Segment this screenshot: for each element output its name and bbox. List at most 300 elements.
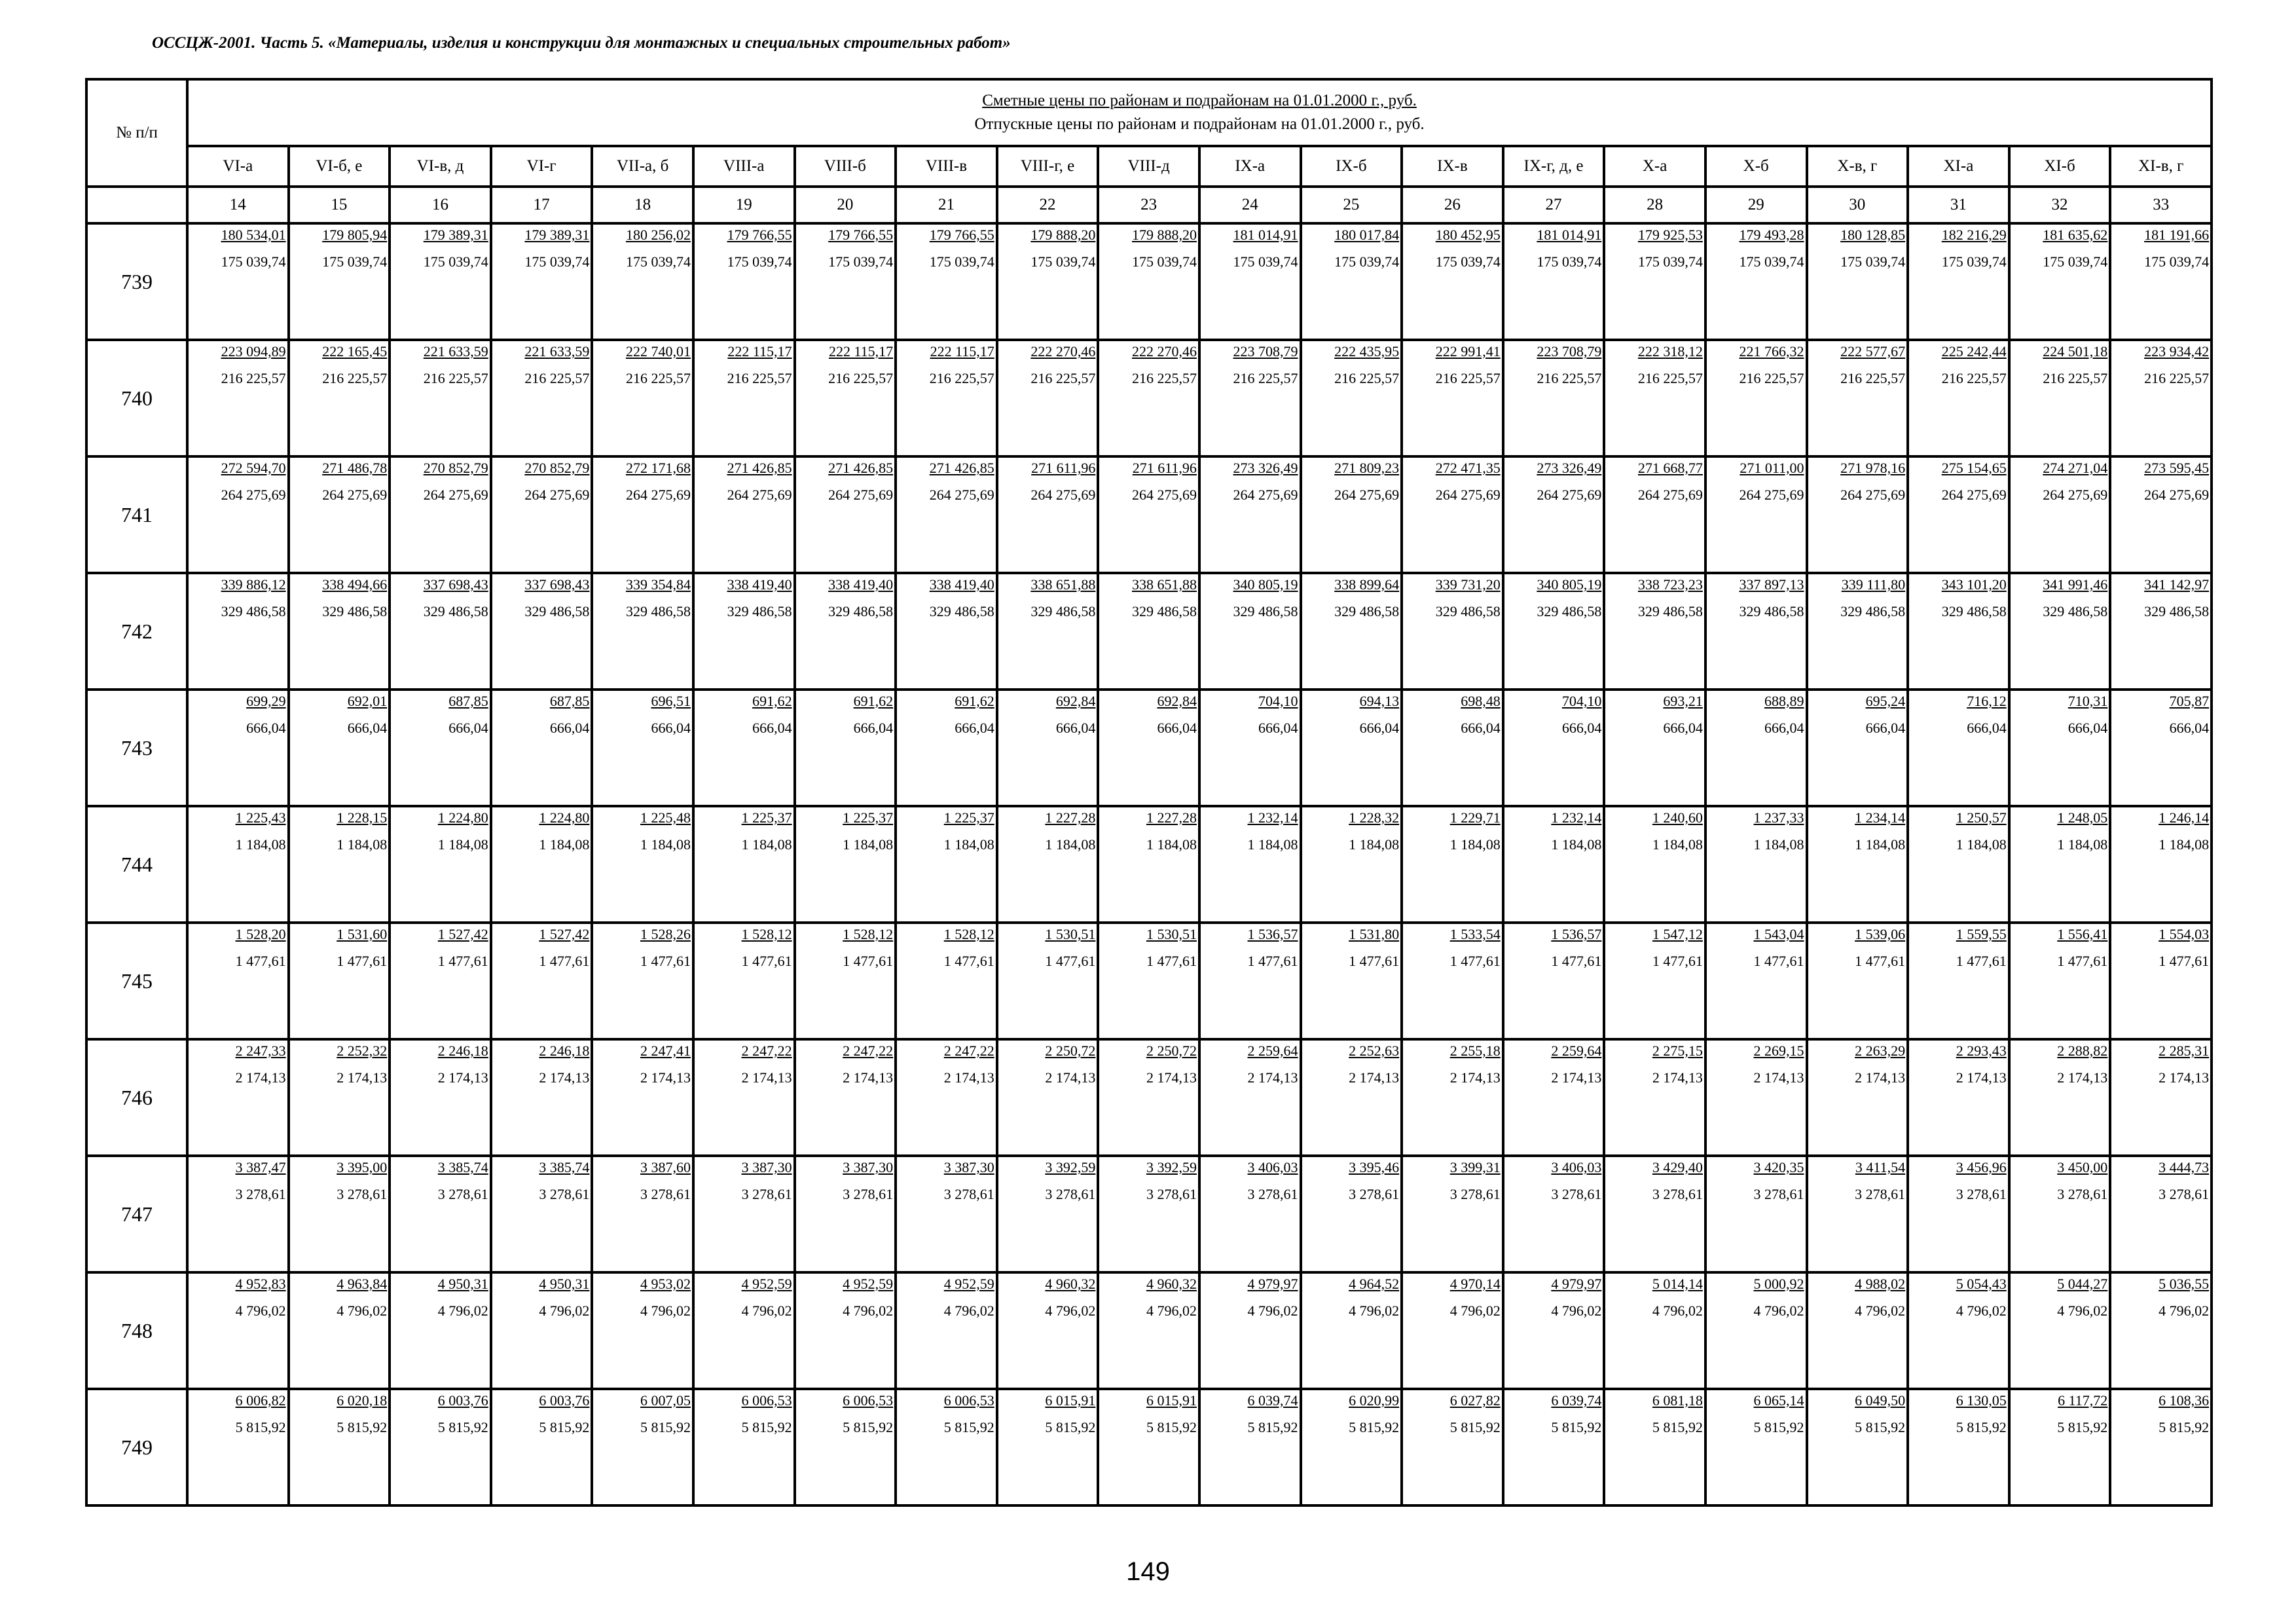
release-price: 264 275,69 xyxy=(929,487,994,503)
release-price: 1 477,61 xyxy=(1045,953,1096,969)
estimate-price: 691,62 xyxy=(955,693,994,709)
release-price: 1 477,61 xyxy=(1551,953,1602,969)
release-price: 264 275,69 xyxy=(221,487,286,503)
price-cell xyxy=(997,573,1099,690)
estimate-price: 3 406,03 xyxy=(1247,1159,1298,1175)
price-cell xyxy=(187,1156,289,1272)
release-price: 216 225,57 xyxy=(2043,370,2108,386)
release-price: 264 275,69 xyxy=(828,487,894,503)
price-cell xyxy=(1705,1156,1807,1272)
price-cell xyxy=(896,923,997,1039)
estimate-price: 339 111,80 xyxy=(1841,576,1906,593)
price-cell xyxy=(1807,223,1908,340)
column-number: 29 xyxy=(1705,187,1807,223)
column-number: 32 xyxy=(2009,187,2111,223)
estimate-price: 1 528,12 xyxy=(843,926,894,942)
price-cell xyxy=(1807,690,1908,806)
estimate-price: 3 406,03 xyxy=(1551,1159,1602,1175)
price-cell xyxy=(1199,340,1301,456)
release-price: 1 184,08 xyxy=(640,836,691,853)
estimate-price: 2 246,18 xyxy=(437,1043,488,1059)
estimate-price: 6 020,99 xyxy=(1349,1392,1400,1409)
price-cell xyxy=(896,690,997,806)
release-price: 1 184,08 xyxy=(1449,836,1501,853)
price-cell xyxy=(289,923,390,1039)
estimate-price: 223 708,79 xyxy=(1233,343,1298,360)
estimate-price: 273 595,45 xyxy=(2144,460,2210,476)
estimate-price: 6 015,91 xyxy=(1146,1392,1197,1409)
release-price: 3 278,61 xyxy=(1956,1186,2007,1202)
price-cell xyxy=(1705,923,1807,1039)
release-price: 1 477,61 xyxy=(1753,953,1804,969)
price-cell xyxy=(2110,340,2212,456)
price-cell xyxy=(1098,923,1199,1039)
price-cell xyxy=(1604,456,1705,573)
release-price: 1 184,08 xyxy=(1855,836,1906,853)
price-cell xyxy=(187,1272,289,1389)
estimate-price: 6 003,76 xyxy=(539,1392,590,1409)
price-cell xyxy=(592,806,693,923)
estimate-price: 223 934,42 xyxy=(2144,343,2210,360)
price-cell xyxy=(2110,1039,2212,1156)
release-price: 1 477,61 xyxy=(1349,953,1400,969)
estimate-price: 271 978,16 xyxy=(1840,460,1906,476)
table-row xyxy=(86,1156,2212,1272)
release-price: 4 796,02 xyxy=(337,1302,388,1319)
release-price: 5 815,92 xyxy=(1146,1419,1197,1435)
release-price: 5 815,92 xyxy=(1449,1419,1501,1435)
estimate-price: 2 259,64 xyxy=(1247,1043,1298,1059)
price-cell xyxy=(1807,1389,1908,1505)
price-cell xyxy=(1908,1039,2009,1156)
price-cell xyxy=(1908,223,2009,340)
column-number-blank xyxy=(86,187,187,223)
price-cell xyxy=(1705,690,1807,806)
estimate-price: 339 354,84 xyxy=(625,576,691,593)
estimate-price: 4 960,32 xyxy=(1045,1276,1096,1292)
table-row xyxy=(86,923,2212,1039)
price-cell xyxy=(1705,806,1807,923)
column-number: 25 xyxy=(1301,187,1402,223)
release-price: 2 174,13 xyxy=(539,1069,590,1086)
release-price: 216 225,57 xyxy=(929,370,994,386)
release-price: 329 486,58 xyxy=(625,603,691,619)
price-cell xyxy=(2110,1272,2212,1389)
estimate-price: 693,21 xyxy=(1663,693,1703,709)
estimate-price: 223 094,89 xyxy=(221,343,286,360)
release-price: 1 477,61 xyxy=(1855,953,1906,969)
estimate-price: 2 247,33 xyxy=(235,1043,286,1059)
release-price: 4 796,02 xyxy=(437,1302,488,1319)
price-cell xyxy=(491,1272,592,1389)
estimate-price: 222 115,17 xyxy=(727,343,792,360)
price-cell xyxy=(1402,1389,1503,1505)
price-cell xyxy=(592,1156,693,1272)
price-cell xyxy=(1807,1156,1908,1272)
release-price: 4 796,02 xyxy=(741,1302,792,1319)
region-header: VIII-г, е xyxy=(997,146,1099,187)
price-cell xyxy=(693,1156,795,1272)
price-cell xyxy=(1705,340,1807,456)
estimate-price: 3 387,30 xyxy=(943,1159,994,1175)
price-cell xyxy=(390,1156,491,1272)
release-price: 175 039,74 xyxy=(1233,253,1298,270)
price-cell xyxy=(997,806,1099,923)
estimate-price: 222 115,17 xyxy=(930,343,994,360)
price-cell xyxy=(390,806,491,923)
release-price: 1 184,08 xyxy=(2159,836,2210,853)
price-cell xyxy=(896,806,997,923)
table-row xyxy=(86,1039,2212,1156)
estimate-price: 2 247,22 xyxy=(741,1043,792,1059)
estimate-price: 2 263,29 xyxy=(1855,1043,1906,1059)
release-price: 1 477,61 xyxy=(437,953,488,969)
price-cell xyxy=(289,690,390,806)
release-price: 2 174,13 xyxy=(1247,1069,1298,1086)
estimate-price: 222 577,67 xyxy=(1840,343,1906,360)
price-cell xyxy=(390,923,491,1039)
release-price: 264 275,69 xyxy=(524,487,590,503)
release-price: 2 174,13 xyxy=(437,1069,488,1086)
release-price: 216 225,57 xyxy=(524,370,590,386)
release-price: 175 039,74 xyxy=(423,253,488,270)
estimate-price: 1 554,03 xyxy=(2159,926,2210,942)
estimate-price: 1 528,12 xyxy=(741,926,792,942)
estimate-price: 270 852,79 xyxy=(524,460,590,476)
release-price: 5 815,92 xyxy=(2159,1419,2210,1435)
price-cell xyxy=(693,456,795,573)
price-cell xyxy=(1098,1039,1199,1156)
estimate-price: 271 611,96 xyxy=(1132,460,1197,476)
price-cell xyxy=(896,223,997,340)
release-price: 2 174,13 xyxy=(741,1069,792,1086)
estimate-price: 3 387,47 xyxy=(235,1159,286,1175)
price-cell xyxy=(1908,340,2009,456)
price-cell xyxy=(795,690,896,806)
estimate-price: 6 117,72 xyxy=(2058,1392,2108,1409)
price-cell xyxy=(1807,806,1908,923)
estimate-price: 1 547,12 xyxy=(1652,926,1703,942)
estimate-price: 1 234,14 xyxy=(1855,809,1906,826)
estimate-price: 6 006,53 xyxy=(943,1392,994,1409)
estimate-price: 222 270,46 xyxy=(1030,343,1096,360)
price-cell xyxy=(187,456,289,573)
estimate-price: 695,24 xyxy=(1865,693,1906,709)
column-number: 28 xyxy=(1604,187,1705,223)
estimate-price: 6 108,36 xyxy=(2159,1392,2210,1409)
estimate-price: 275 154,65 xyxy=(1941,460,2007,476)
region-header: IX-г, д, е xyxy=(1503,146,1605,187)
price-cell xyxy=(1503,223,1605,340)
release-price: 1 477,61 xyxy=(2159,953,2210,969)
estimate-price: 1 227,28 xyxy=(1045,809,1096,826)
release-price: 3 278,61 xyxy=(1652,1186,1703,1202)
price-cell xyxy=(1402,806,1503,923)
estimate-price: 687,85 xyxy=(549,693,590,709)
release-price: 3 278,61 xyxy=(539,1186,590,1202)
estimate-price: 222 270,46 xyxy=(1131,343,1197,360)
release-price: 2 174,13 xyxy=(1652,1069,1703,1086)
estimate-price: 6 081,18 xyxy=(1652,1392,1703,1409)
estimate-price: 6 020,18 xyxy=(337,1392,388,1409)
release-price: 666,04 xyxy=(1258,720,1298,736)
price-cell xyxy=(187,340,289,456)
release-price: 3 278,61 xyxy=(1247,1186,1298,1202)
estimate-price: 1 559,55 xyxy=(1956,926,2007,942)
row-number: 747 xyxy=(86,1156,187,1272)
estimate-price: 3 392,59 xyxy=(1045,1159,1096,1175)
release-price: 264 275,69 xyxy=(1537,487,1602,503)
region-header: VI-г xyxy=(491,146,592,187)
row-number: 746 xyxy=(86,1039,187,1156)
release-price: 4 796,02 xyxy=(1551,1302,1602,1319)
estimate-price: 4 960,32 xyxy=(1146,1276,1197,1292)
release-price: 216 225,57 xyxy=(2144,370,2210,386)
release-price: 2 174,13 xyxy=(1449,1069,1501,1086)
estimate-price: 2 250,72 xyxy=(1146,1043,1197,1059)
estimate-price: 271 011,00 xyxy=(1740,460,1804,476)
estimate-price: 271 426,85 xyxy=(929,460,994,476)
price-cell xyxy=(795,573,896,690)
price-cell xyxy=(2110,223,2212,340)
estimate-price: 179 766,55 xyxy=(929,227,994,243)
table-title-row xyxy=(86,79,2212,146)
table-row xyxy=(86,1272,2212,1389)
estimate-price: 3 387,30 xyxy=(741,1159,792,1175)
release-price: 666,04 xyxy=(448,720,488,736)
estimate-price: 180 017,84 xyxy=(1334,227,1400,243)
release-price: 4 796,02 xyxy=(2159,1302,2210,1319)
estimate-price: 5 044,27 xyxy=(2057,1276,2108,1292)
price-cell xyxy=(1908,456,2009,573)
price-cell xyxy=(1098,456,1199,573)
release-price: 1 184,08 xyxy=(235,836,286,853)
release-price: 175 039,74 xyxy=(727,253,792,270)
release-price: 3 278,61 xyxy=(1551,1186,1602,1202)
estimate-price: 3 387,30 xyxy=(843,1159,894,1175)
estimate-price: 180 256,02 xyxy=(625,227,691,243)
region-header: IX-б xyxy=(1301,146,1402,187)
estimate-price: 4 979,97 xyxy=(1247,1276,1298,1292)
release-price: 1 477,61 xyxy=(1146,953,1197,969)
release-price: 5 815,92 xyxy=(539,1419,590,1435)
row-number: 748 xyxy=(86,1272,187,1389)
release-price: 5 815,92 xyxy=(1551,1419,1602,1435)
release-price: 175 039,74 xyxy=(929,253,994,270)
release-price: 329 486,58 xyxy=(828,603,894,619)
region-header-row xyxy=(86,146,2212,187)
release-price: 329 486,58 xyxy=(1840,603,1906,619)
release-price: 1 184,08 xyxy=(843,836,894,853)
price-cell xyxy=(1807,573,1908,690)
price-cell xyxy=(1604,573,1705,690)
release-price-title: Отпускные цены по районам и подрайонам на 01.01.2000 г., руб. xyxy=(974,115,1425,133)
release-price: 5 815,92 xyxy=(1652,1419,1703,1435)
price-cell xyxy=(1098,573,1199,690)
price-cell xyxy=(693,1039,795,1156)
release-price: 175 039,74 xyxy=(1941,253,2007,270)
price-cell xyxy=(1807,923,1908,1039)
release-price: 216 225,57 xyxy=(625,370,691,386)
release-price: 3 278,61 xyxy=(337,1186,388,1202)
estimate-price: 3 387,60 xyxy=(640,1159,691,1175)
estimate-price: 694,13 xyxy=(1359,693,1400,709)
price-cell xyxy=(289,1039,390,1156)
release-price: 666,04 xyxy=(853,720,894,736)
estimate-price: 3 429,40 xyxy=(1652,1159,1703,1175)
estimate-price: 181 191,66 xyxy=(2144,227,2210,243)
estimate-price: 222 165,45 xyxy=(322,343,388,360)
price-cell xyxy=(2009,923,2111,1039)
release-price: 175 039,74 xyxy=(1131,253,1197,270)
estimate-price: 1 536,57 xyxy=(1247,926,1298,942)
estimate-price: 691,62 xyxy=(853,693,894,709)
estimate-price: 699,29 xyxy=(246,693,286,709)
release-price: 4 796,02 xyxy=(1652,1302,1703,1319)
price-cell xyxy=(1402,1272,1503,1389)
price-cell xyxy=(592,340,693,456)
column-number-row xyxy=(86,187,2212,223)
price-cell xyxy=(390,1272,491,1389)
estimate-price: 1 225,48 xyxy=(640,809,691,826)
estimate-price: 2 247,22 xyxy=(843,1043,894,1059)
price-table xyxy=(85,78,2213,1507)
price-cell xyxy=(2110,923,2212,1039)
estimate-price: 221 633,59 xyxy=(423,343,488,360)
release-price: 666,04 xyxy=(1967,720,2007,736)
estimate-price: 271 809,23 xyxy=(1334,460,1400,476)
price-cell xyxy=(1199,573,1301,690)
release-price: 3 278,61 xyxy=(1146,1186,1197,1202)
price-cell xyxy=(1503,340,1605,456)
running-title: ОССЦЖ-2001. Часть 5. «Материалы, изделия и конструкции для монтажных и специальных строительных работ» xyxy=(152,34,1011,52)
release-price: 216 225,57 xyxy=(1739,370,1804,386)
release-price: 216 225,57 xyxy=(1537,370,1602,386)
estimate-price: 180 452,95 xyxy=(1435,227,1501,243)
estimate-price: 337 897,13 xyxy=(1739,576,1804,593)
estimate-price: 1 543,04 xyxy=(1753,926,1804,942)
price-cell xyxy=(997,223,1099,340)
estimate-price: 3 399,31 xyxy=(1449,1159,1501,1175)
price-cell xyxy=(1402,1039,1503,1156)
estimate-price: 1 225,43 xyxy=(235,809,286,826)
release-price: 1 184,08 xyxy=(437,836,488,853)
release-price: 1 184,08 xyxy=(1652,836,1703,853)
price-cell xyxy=(592,223,693,340)
estimate-price: 2 246,18 xyxy=(539,1043,590,1059)
release-price: 216 225,57 xyxy=(727,370,792,386)
release-price: 329 486,58 xyxy=(1537,603,1602,619)
estimate-price: 2 275,15 xyxy=(1652,1043,1703,1059)
price-cell xyxy=(896,340,997,456)
release-price: 216 225,57 xyxy=(322,370,388,386)
price-cell xyxy=(795,806,896,923)
price-cell xyxy=(896,573,997,690)
price-cell xyxy=(1604,923,1705,1039)
release-price: 4 796,02 xyxy=(640,1302,691,1319)
row-number-header: № п/п xyxy=(86,79,187,187)
region-header: XI-а xyxy=(1908,146,2009,187)
release-price: 2 174,13 xyxy=(1551,1069,1602,1086)
price-cell xyxy=(1301,456,1402,573)
price-cell xyxy=(1503,456,1605,573)
release-price: 216 225,57 xyxy=(1941,370,2007,386)
table-row xyxy=(86,1389,2212,1505)
estimate-price: 1 229,71 xyxy=(1449,809,1501,826)
estimate-price: 1 224,80 xyxy=(539,809,590,826)
price-cell xyxy=(896,1039,997,1156)
release-price: 264 275,69 xyxy=(1739,487,1804,503)
column-number: 15 xyxy=(289,187,390,223)
estimate-price: 338 723,23 xyxy=(1637,576,1703,593)
estimate-price: 1 531,60 xyxy=(337,926,388,942)
release-price: 1 184,08 xyxy=(1349,836,1400,853)
release-price: 666,04 xyxy=(651,720,691,736)
estimate-price: 1 539,06 xyxy=(1855,926,1906,942)
estimate-price: 4 970,14 xyxy=(1449,1276,1501,1292)
price-cell xyxy=(2009,1272,2111,1389)
release-price: 2 174,13 xyxy=(640,1069,691,1086)
price-cell xyxy=(1705,1272,1807,1389)
estimate-price: 687,85 xyxy=(448,693,488,709)
estimate-price: 4 953,02 xyxy=(640,1276,691,1292)
estimate-price: 1 536,57 xyxy=(1551,926,1602,942)
estimate-price: 1 225,37 xyxy=(843,809,894,826)
price-cell xyxy=(491,456,592,573)
estimate-price: 179 766,55 xyxy=(727,227,792,243)
release-price: 5 815,92 xyxy=(235,1419,286,1435)
price-cell xyxy=(795,923,896,1039)
release-price: 1 477,61 xyxy=(2057,953,2108,969)
estimate-price: 696,51 xyxy=(651,693,691,709)
release-price: 666,04 xyxy=(955,720,994,736)
price-cell xyxy=(795,456,896,573)
release-price: 329 486,58 xyxy=(1941,603,2007,619)
estimate-price: 704,10 xyxy=(1561,693,1602,709)
estimate-price: 221 633,59 xyxy=(524,343,590,360)
estimate-price: 338 899,64 xyxy=(1334,576,1400,593)
column-number: 18 xyxy=(592,187,693,223)
price-cell xyxy=(1503,1389,1605,1505)
price-cell xyxy=(1705,573,1807,690)
release-price: 175 039,74 xyxy=(1537,253,1602,270)
price-cell xyxy=(693,690,795,806)
release-price: 4 796,02 xyxy=(943,1302,994,1319)
release-price: 4 796,02 xyxy=(1247,1302,1298,1319)
price-cell xyxy=(289,456,390,573)
release-price: 175 039,74 xyxy=(828,253,894,270)
release-price: 4 796,02 xyxy=(1956,1302,2007,1319)
estimate-price: 3 420,35 xyxy=(1753,1159,1804,1175)
estimate-price: 716,12 xyxy=(1967,693,2007,709)
estimate-price: 4 952,59 xyxy=(843,1276,894,1292)
estimate-price: 179 925,53 xyxy=(1637,227,1703,243)
estimate-price: 688,89 xyxy=(1764,693,1804,709)
price-cell xyxy=(1604,1156,1705,1272)
price-cell xyxy=(1402,690,1503,806)
release-price: 329 486,58 xyxy=(221,603,286,619)
estimate-price: 710,31 xyxy=(2068,693,2108,709)
estimate-price: 1 228,32 xyxy=(1349,809,1400,826)
price-cell xyxy=(289,806,390,923)
table-row xyxy=(86,223,2212,340)
estimate-price: 1 225,37 xyxy=(741,809,792,826)
price-cell xyxy=(795,223,896,340)
estimate-price: 6 015,91 xyxy=(1045,1392,1096,1409)
release-price: 1 184,08 xyxy=(1956,836,2007,853)
price-cell xyxy=(1705,456,1807,573)
estimate-price: 339 886,12 xyxy=(221,576,286,593)
